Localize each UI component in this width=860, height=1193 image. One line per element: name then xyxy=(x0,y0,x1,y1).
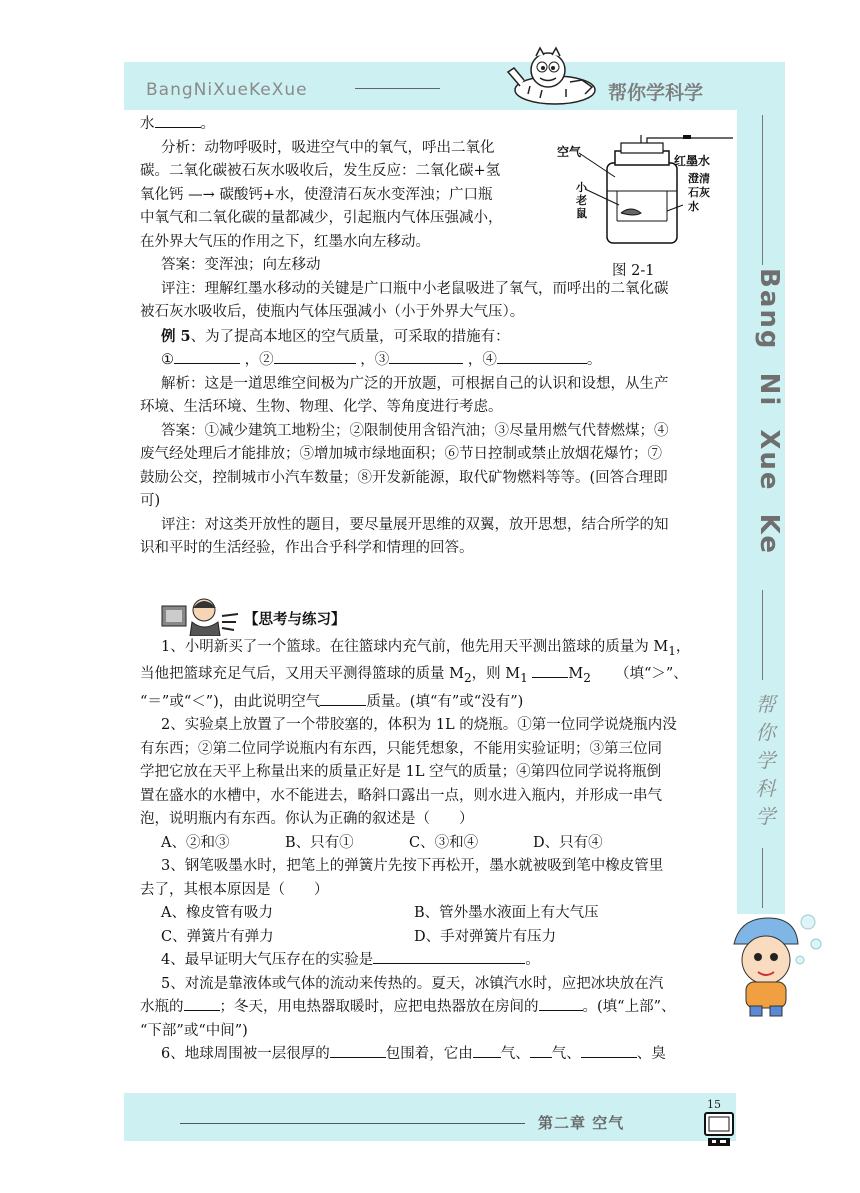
text-line: 学把它放在天平上称量出来的质量正好是 1L 空气的质量；④第四位同学说将瓶倒 xyxy=(140,764,662,781)
example-text: 、为了提高本地区的空气质量，可采取的措施有： xyxy=(190,328,510,345)
computer-monitor-icon xyxy=(704,1112,734,1148)
answer-line: 答案：①减少建筑工地粉尘；②限制使用含铅汽油；③尽量用燃气代替燃煤；④ xyxy=(161,422,669,439)
footer-divider xyxy=(180,1123,525,1124)
text-line: 被石灰水吸收后，使瓶内气体压强减小（小于外界大气压）。 xyxy=(140,304,525,320)
section-title: 【思考与练习】 xyxy=(244,612,346,628)
blank-line xyxy=(184,996,220,1011)
text-line: 。 xyxy=(525,952,540,969)
garfield-mascot-icon xyxy=(500,42,600,114)
analysis-line: 解析：这是一道思维空间极为广泛的开放题，可根据自己的认识和设想，从生产 xyxy=(161,375,669,392)
blank-line xyxy=(581,1043,637,1058)
text-line: 泡，说明瓶内有东西。你认为正确的叙述是（ ） xyxy=(140,811,474,828)
text-line: 气、 xyxy=(551,1046,581,1063)
subscript: 1 xyxy=(668,643,676,658)
option: A、橡皮管有吸力 xyxy=(161,905,273,922)
text-line: 识和平时的生活经验，作出合乎科学和情理的回答。 xyxy=(140,540,474,556)
text-line: 包围着，它由 xyxy=(385,1046,473,1063)
subscript: 1 xyxy=(520,671,528,686)
text-line: 有东西；②第二位同学说瓶内有东西，只能凭想象，不能用实验证明；③第三位同 xyxy=(140,740,662,757)
example-label: 例 5 xyxy=(161,327,191,345)
blank-line xyxy=(530,1043,552,1058)
text-line: “下部”或“中间”) xyxy=(140,1022,248,1039)
blank-line xyxy=(497,349,587,364)
question-6: 6、地球周围被一层很厚的 xyxy=(161,1046,330,1063)
sidebar-rule-top xyxy=(762,115,763,265)
text-line: 碳酸钙+水，使澄清石灰水变浑浊；广口瓶 xyxy=(214,186,493,203)
blank-line xyxy=(274,349,356,364)
text-line: ，则 M xyxy=(471,666,521,683)
analysis-line: 分析：动物呼吸时，吸进空气中的氧气，呼出二氧化 xyxy=(161,139,495,156)
text-line: 。 xyxy=(586,352,602,368)
comment-line: 评注：对这类开放性的题目，要尽量展开思维的双翼，放开思想，结合所学的知 xyxy=(161,516,669,533)
text-line: ；冬天，用电热器取暖时，应把电热器放在房间的 xyxy=(219,999,539,1016)
text-line: 可) xyxy=(140,493,161,509)
blank-line xyxy=(389,349,463,364)
option: A、②和③ xyxy=(161,834,230,851)
blank-line xyxy=(373,949,525,964)
question-5: 5、对流是靠液体或气体的流动来传热的。夏天，冰镇汽水时，应把冰块放在汽 xyxy=(161,975,664,992)
comment-line: 评注：理解红墨水移动的关键是广口瓶中小老鼠吸进了氧气，而呼出的二氧化碳 xyxy=(161,280,669,297)
blank-line xyxy=(174,349,240,364)
measure-label: ① xyxy=(161,352,174,368)
reaction-arrow-icon: —→ xyxy=(188,186,215,203)
text-line: 在外界大气压的作用之下，红墨水向左移动。 xyxy=(140,233,430,250)
text-line: 环境、生活环境、生物、物理、化学、等角度进行考虑。 xyxy=(140,399,503,415)
chapter-title: 第二章 空气 xyxy=(538,1114,625,1132)
header-divider xyxy=(355,88,440,89)
sidebar-rule-bottom xyxy=(762,848,763,908)
text-line: （填“＞”、 xyxy=(614,666,688,683)
question-2: 2、实验桌上放置了一个带胶塞的，体积为 1L 的烧瓶。①第一位同学说烧瓶内没 xyxy=(161,717,677,734)
figure-label-air: 空气 xyxy=(557,145,582,159)
blank-line xyxy=(539,996,583,1011)
text-line: 废气经处理后才能排放；⑤增加城市绿地面积；⑥节日控制或禁止放烟花爆竹；⑦ xyxy=(140,446,662,462)
text-line: 碳。二氧化碳被石灰水吸收后，发生反应：二氧化碳+氢 xyxy=(140,163,501,179)
subscript: 2 xyxy=(463,671,472,686)
option: B、只有① xyxy=(285,834,354,851)
kid-mascot-icon xyxy=(728,910,828,1020)
option: C、③和④ xyxy=(409,834,479,851)
text-line: 置在盛水的水槽中，水不能进去，略斜口露出一点，则水进入瓶内，并形成一串气 xyxy=(140,787,662,804)
question-3: 3、钢笔吸墨水时，把笔上的弹簧片先按下再松开，墨水就被吸到笔中橡皮管里 xyxy=(161,858,664,875)
page-number: 15 xyxy=(707,1098,721,1111)
text-line: 。(填“上部”、 xyxy=(582,999,676,1016)
text-line: 、臭 xyxy=(636,1046,666,1063)
text-line: “＝”或“＜”)，由此说明空气 xyxy=(140,693,321,710)
text-line: 质量。(填“有”或“没有”) xyxy=(366,693,524,710)
measure-label: ，④ xyxy=(467,352,497,368)
text-line: 当他把篮球充足气后，又用天平测得篮球的质量 M xyxy=(140,666,464,683)
footer-band xyxy=(124,1093,736,1141)
text-line: 氧化钙 xyxy=(140,186,189,203)
option: D、只有④ xyxy=(533,834,603,851)
option: D、手对弹簧片有压力 xyxy=(414,928,557,945)
practice-content xyxy=(140,636,720,1067)
question-4: 4、最早证明大气压存在的实验是 xyxy=(161,952,374,969)
text-line: ， xyxy=(675,639,691,655)
measure-label: ，③ xyxy=(360,352,390,368)
text-line: 。 xyxy=(200,116,215,132)
option: C、弹簧片有弹力 xyxy=(161,928,274,945)
option: B、管外墨水液面上有大气压 xyxy=(414,905,599,922)
sidebar-vertical-cn: 帮你学科学 xyxy=(752,694,776,834)
figure-label-limewater: 澄清石灰水 xyxy=(688,172,710,213)
blank-line xyxy=(330,1043,386,1058)
figure-label-mouse: 小老鼠 xyxy=(576,181,587,220)
blank-line xyxy=(155,113,201,128)
text-line: 气、 xyxy=(500,1046,530,1063)
answer-line: 答案：变浑浊；向左移动 xyxy=(161,257,321,273)
student-computer-icon xyxy=(160,596,242,636)
text-line: M xyxy=(568,666,584,683)
header-brand-en: BangNiXueKeXue xyxy=(146,80,308,100)
text-line: 去了，其根本原因是（ ） xyxy=(140,881,329,898)
text-line: 水 xyxy=(140,116,155,132)
text-line: 水瓶的 xyxy=(140,999,184,1016)
header-brand-cn: 帮你学科学 xyxy=(608,82,704,104)
figure-label-ink: 红墨水 xyxy=(674,154,711,168)
text-line: 中氧气和二氧化碳的量都减少，引起瓶内气体压强减小， xyxy=(140,210,503,226)
sidebar-rule-mid xyxy=(762,590,763,680)
main-content xyxy=(140,113,720,561)
figure-caption: 图 2-1 xyxy=(612,263,655,279)
question-1: 1、小明新买了一个篮球。在往篮球内充气前，他先用天平测出篮球的质量为 M xyxy=(161,639,669,655)
blank-line xyxy=(320,691,366,706)
measure-label: ，② xyxy=(244,352,274,368)
sidebar-vertical-en: Bang Ni Xue Ke xyxy=(754,268,784,555)
subscript: 2 xyxy=(583,671,591,686)
text-line: 鼓励公交，控制城市小汽车数量；⑧开发新能源，取代矿物燃料等等。(回答合理即 xyxy=(140,469,668,486)
blank-line xyxy=(473,1043,501,1058)
blank-line xyxy=(532,663,568,678)
